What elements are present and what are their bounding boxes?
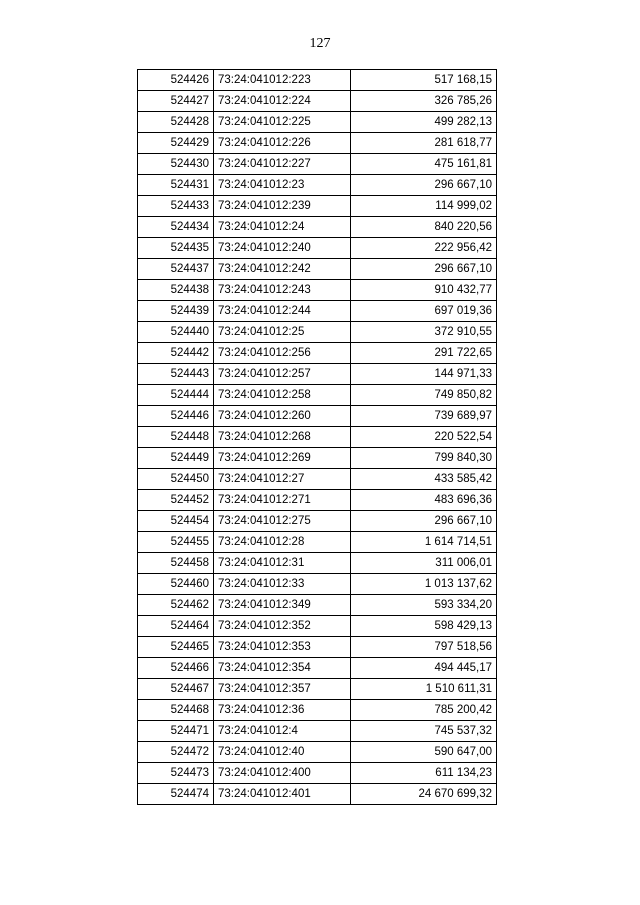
row-id-cell: 524471 [138, 721, 214, 742]
table-row [138, 574, 497, 595]
value-cell: 799 840,30 [351, 448, 497, 469]
table-row [138, 616, 497, 637]
table-body [138, 70, 497, 805]
table-row [138, 238, 497, 259]
table-row [138, 595, 497, 616]
cadastral-number-cell: 73:24:041012:223 [214, 70, 351, 91]
page-number: 127 [309, 36, 331, 51]
row-id-cell: 524428 [138, 112, 214, 133]
table-row [138, 112, 497, 133]
row-id-cell: 524458 [138, 553, 214, 574]
cadastral-number-cell: 73:24:041012:23 [214, 175, 351, 196]
cadastral-number-cell: 73:24:041012:227 [214, 154, 351, 175]
row-id-cell: 524460 [138, 574, 214, 595]
cadastral-number-cell: 73:24:041012:224 [214, 91, 351, 112]
table-row [138, 133, 497, 154]
value-cell: 296 667,10 [351, 175, 497, 196]
value-cell: 475 161,81 [351, 154, 497, 175]
cadastral-number-cell: 73:24:041012:240 [214, 238, 351, 259]
table-row [138, 742, 497, 763]
cadastral-number-cell: 73:24:041012:225 [214, 112, 351, 133]
value-cell: 697 019,36 [351, 301, 497, 322]
value-cell: 749 850,82 [351, 385, 497, 406]
cadastral-number-cell: 73:24:041012:24 [214, 217, 351, 238]
value-cell: 517 168,15 [351, 70, 497, 91]
row-id-cell: 524473 [138, 763, 214, 784]
value-cell: 311 006,01 [351, 553, 497, 574]
row-id-cell: 524464 [138, 616, 214, 637]
cadastral-number-cell: 73:24:041012:40 [214, 742, 351, 763]
row-id-cell: 524446 [138, 406, 214, 427]
value-cell: 144 971,33 [351, 364, 497, 385]
table-row [138, 175, 497, 196]
table-row [138, 154, 497, 175]
row-id-cell: 524468 [138, 700, 214, 721]
row-id-cell: 524437 [138, 259, 214, 280]
table-row [138, 784, 497, 805]
value-cell: 372 910,55 [351, 322, 497, 343]
cadastral-number-cell: 73:24:041012:401 [214, 784, 351, 805]
cadastral-number-cell: 73:24:041012:268 [214, 427, 351, 448]
row-id-cell: 524444 [138, 385, 214, 406]
value-cell: 590 647,00 [351, 742, 497, 763]
row-id-cell: 524431 [138, 175, 214, 196]
row-id-cell: 524430 [138, 154, 214, 175]
table-row [138, 280, 497, 301]
table-row [138, 385, 497, 406]
table-row [138, 217, 497, 238]
row-id-cell: 524426 [138, 70, 214, 91]
row-id-cell: 524429 [138, 133, 214, 154]
table-row [138, 700, 497, 721]
table-row [138, 448, 497, 469]
value-cell: 281 618,77 [351, 133, 497, 154]
table-row [138, 364, 497, 385]
row-id-cell: 524448 [138, 427, 214, 448]
row-id-cell: 524465 [138, 637, 214, 658]
table-row [138, 91, 497, 112]
cadastral-number-cell: 73:24:041012:27 [214, 469, 351, 490]
cadastral-number-cell: 73:24:041012:256 [214, 343, 351, 364]
value-cell: 222 956,42 [351, 238, 497, 259]
cadastral-number-cell: 73:24:041012:354 [214, 658, 351, 679]
value-cell: 611 134,23 [351, 763, 497, 784]
value-cell: 326 785,26 [351, 91, 497, 112]
cadastral-number-cell: 73:24:041012:400 [214, 763, 351, 784]
cadastral-number-cell: 73:24:041012:260 [214, 406, 351, 427]
cadastral-number-cell: 73:24:041012:257 [214, 364, 351, 385]
table-row [138, 511, 497, 532]
table-row [138, 679, 497, 700]
value-cell: 840 220,56 [351, 217, 497, 238]
row-id-cell: 524452 [138, 490, 214, 511]
row-id-cell: 524450 [138, 469, 214, 490]
table-row [138, 721, 497, 742]
cadastral-number-cell: 73:24:041012:349 [214, 595, 351, 616]
row-id-cell: 524442 [138, 343, 214, 364]
row-id-cell: 524462 [138, 595, 214, 616]
value-cell: 1 013 137,62 [351, 574, 497, 595]
row-id-cell: 524434 [138, 217, 214, 238]
cadastral-number-cell: 73:24:041012:357 [214, 679, 351, 700]
table-row [138, 301, 497, 322]
table-row [138, 259, 497, 280]
row-id-cell: 524440 [138, 322, 214, 343]
table-row [138, 490, 497, 511]
value-cell: 433 585,42 [351, 469, 497, 490]
cadastral-number-cell: 73:24:041012:353 [214, 637, 351, 658]
row-id-cell: 524433 [138, 196, 214, 217]
value-cell: 494 445,17 [351, 658, 497, 679]
table-row [138, 196, 497, 217]
row-id-cell: 524467 [138, 679, 214, 700]
row-id-cell: 524443 [138, 364, 214, 385]
value-cell: 24 670 699,32 [351, 784, 497, 805]
table-row [138, 322, 497, 343]
table-row [138, 763, 497, 784]
value-cell: 598 429,13 [351, 616, 497, 637]
value-cell: 1 614 714,51 [351, 532, 497, 553]
table-row [138, 637, 497, 658]
cadastral-number-cell: 73:24:041012:243 [214, 280, 351, 301]
table-row [138, 70, 497, 91]
row-id-cell: 524474 [138, 784, 214, 805]
value-cell: 296 667,10 [351, 511, 497, 532]
cadastral-number-cell: 73:24:041012:28 [214, 532, 351, 553]
cadastral-value-table [137, 69, 497, 805]
cadastral-number-cell: 73:24:041012:269 [214, 448, 351, 469]
value-cell: 296 667,10 [351, 259, 497, 280]
cadastral-number-cell: 73:24:041012:33 [214, 574, 351, 595]
value-cell: 114 999,02 [351, 196, 497, 217]
value-cell: 785 200,42 [351, 700, 497, 721]
cadastral-number-cell: 73:24:041012:258 [214, 385, 351, 406]
table-row [138, 658, 497, 679]
value-cell: 499 282,13 [351, 112, 497, 133]
cadastral-number-cell: 73:24:041012:226 [214, 133, 351, 154]
table-row [138, 469, 497, 490]
row-id-cell: 524466 [138, 658, 214, 679]
table-row [138, 343, 497, 364]
cadastral-number-cell: 73:24:041012:36 [214, 700, 351, 721]
value-cell: 739 689,97 [351, 406, 497, 427]
value-cell: 745 537,32 [351, 721, 497, 742]
cadastral-number-cell: 73:24:041012:31 [214, 553, 351, 574]
row-id-cell: 524435 [138, 238, 214, 259]
row-id-cell: 524455 [138, 532, 214, 553]
cadastral-number-cell: 73:24:041012:244 [214, 301, 351, 322]
row-id-cell: 524449 [138, 448, 214, 469]
value-cell: 291 722,65 [351, 343, 497, 364]
table-row [138, 406, 497, 427]
row-id-cell: 524472 [138, 742, 214, 763]
cadastral-number-cell: 73:24:041012:271 [214, 490, 351, 511]
table-row [138, 553, 497, 574]
table-row [138, 532, 497, 553]
value-cell: 910 432,77 [351, 280, 497, 301]
row-id-cell: 524438 [138, 280, 214, 301]
value-cell: 220 522,54 [351, 427, 497, 448]
cadastral-number-cell: 73:24:041012:4 [214, 721, 351, 742]
row-id-cell: 524439 [138, 301, 214, 322]
cadastral-number-cell: 73:24:041012:25 [214, 322, 351, 343]
value-cell: 1 510 611,31 [351, 679, 497, 700]
cadastral-number-cell: 73:24:041012:275 [214, 511, 351, 532]
cadastral-number-cell: 73:24:041012:352 [214, 616, 351, 637]
value-cell: 593 334,20 [351, 595, 497, 616]
value-cell: 797 518,56 [351, 637, 497, 658]
cadastral-number-cell: 73:24:041012:239 [214, 196, 351, 217]
table-row [138, 427, 497, 448]
row-id-cell: 524454 [138, 511, 214, 532]
cadastral-number-cell: 73:24:041012:242 [214, 259, 351, 280]
row-id-cell: 524427 [138, 91, 214, 112]
value-cell: 483 696,36 [351, 490, 497, 511]
